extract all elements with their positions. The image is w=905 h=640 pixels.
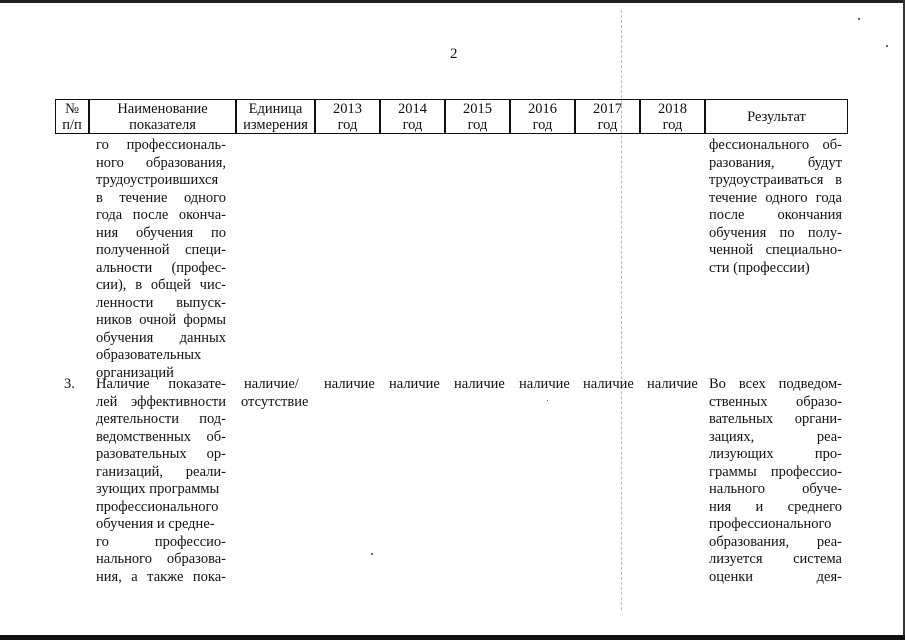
text-line: ного образования,	[96, 154, 226, 171]
header-unit-line: Единица	[248, 100, 303, 117]
text-line: лизуется система	[709, 551, 842, 567]
text-line: вательных органи-	[709, 411, 842, 427]
header-year-suffix: год	[662, 116, 683, 133]
header-year: 2013	[333, 100, 362, 117]
text-line: профессионального	[709, 516, 832, 532]
header-year-suffix: год	[337, 116, 358, 133]
header-year-2013	[315, 99, 380, 134]
page-bottom-border	[0, 635, 905, 640]
text-line: трудоустраиваться в	[709, 172, 842, 188]
page-number: 2	[450, 46, 458, 62]
text-line: фессионального об-	[709, 137, 842, 153]
row-3-value-2017: наличие	[583, 376, 634, 392]
text-line: нального образова-	[96, 551, 226, 567]
header-year-suffix: год	[532, 116, 553, 133]
text-line: сти (профессии)	[709, 259, 810, 276]
table-header	[56, 99, 848, 134]
text-line: образования, реа-	[709, 533, 842, 550]
text-line: го профессиональ-	[96, 137, 226, 153]
text-line: ганизаций, реали-	[96, 463, 226, 480]
row-3-value-2015: наличие	[454, 376, 505, 392]
text-line: в течение одного	[96, 189, 226, 206]
text-line: ния, а также пока-	[96, 568, 226, 585]
header-year: 2016	[528, 100, 557, 117]
header-year: 2018	[658, 100, 687, 117]
header-name-line: показателя	[129, 116, 196, 133]
text-line: полученной специ-	[96, 242, 226, 258]
header-unit-line: измерения	[243, 116, 308, 133]
text-line: образовательных	[96, 347, 202, 363]
row-3-name	[96, 376, 226, 586]
header-name-line: Наименование	[117, 100, 208, 117]
header-year: 2015	[463, 100, 492, 117]
header-num-line: п/п	[62, 116, 82, 133]
text-line: после окончания	[709, 207, 842, 223]
row-3-result	[709, 376, 842, 586]
header-year-2016	[510, 99, 575, 134]
text-line: ственных образо-	[709, 393, 842, 410]
text-line: лизующих про-	[709, 446, 842, 462]
text-line: трудоустроившихся	[96, 172, 219, 188]
text-line: зующих программы	[96, 481, 220, 497]
scan-speck	[547, 400, 548, 401]
text-line: отсутствие	[241, 393, 309, 410]
text-line: разования, будут	[709, 154, 842, 171]
header-result	[705, 99, 848, 134]
text-line: обучения данных	[96, 329, 226, 346]
text-line: организаций	[96, 364, 174, 381]
text-line: ленности выпуск-	[96, 294, 226, 311]
scan-speck	[858, 18, 860, 20]
header-year-2014	[380, 99, 445, 134]
header-result-line: Результат	[747, 108, 806, 125]
text-line: обучения по полу-	[709, 224, 842, 241]
text-line: наличие/	[244, 376, 299, 392]
text-line: ния и среднего	[709, 498, 842, 515]
page-top-border	[0, 0, 905, 3]
text-line: альности (профес-	[96, 259, 226, 276]
header-year-suffix: год	[597, 116, 618, 133]
text-line: ников очной формы	[96, 312, 226, 328]
header-year-2015	[445, 99, 510, 134]
text-line: Во всех подведом-	[709, 376, 842, 392]
header-year: 2014	[398, 100, 427, 117]
text-line: го профессио-	[96, 533, 226, 550]
header-year-suffix: год	[467, 116, 488, 133]
text-line: оценки дея-	[709, 568, 842, 585]
text-line: профессионального	[96, 498, 219, 515]
header-year-2017	[575, 99, 640, 134]
text-line: года после оконча-	[96, 207, 226, 223]
text-line: ченной специально-	[709, 242, 842, 258]
text-line: течение одного года	[709, 189, 842, 206]
row-continued-result	[709, 137, 842, 277]
text-line: ния обучения по	[96, 224, 226, 241]
row-3-value-2013: наличие	[324, 376, 375, 392]
header-year: 2017	[593, 100, 622, 117]
header-num-line: №	[65, 100, 79, 117]
row-continued-name	[96, 137, 226, 382]
text-line: зациях, реа-	[709, 428, 842, 445]
text-line: обучения и средне-	[96, 516, 215, 532]
row-3-value-2016: наличие	[519, 376, 570, 392]
text-line: нального обуче-	[709, 481, 842, 497]
text-line: ведомственных об-	[96, 428, 226, 445]
text-line: разовательных ор-	[96, 446, 226, 462]
scan-speck	[886, 45, 888, 47]
header-year-suffix: год	[402, 116, 423, 133]
text-line: деятельности под-	[96, 411, 226, 427]
text-line: лей эффективности	[96, 393, 226, 410]
row-3-unit	[241, 376, 319, 411]
header-unit	[236, 99, 315, 134]
header-num	[55, 99, 89, 134]
row-3-value-2014: наличие	[389, 376, 440, 392]
row-3-num: 3.	[64, 376, 75, 392]
text-line: сии), в общей чис-	[96, 277, 226, 293]
header-year-2018	[640, 99, 705, 134]
text-line: граммы профессио-	[709, 463, 842, 480]
scan-speck	[371, 553, 373, 555]
header-name	[89, 99, 236, 134]
row-3-value-2018: наличие	[647, 376, 698, 392]
text-line: Наличие показате-	[96, 376, 226, 392]
